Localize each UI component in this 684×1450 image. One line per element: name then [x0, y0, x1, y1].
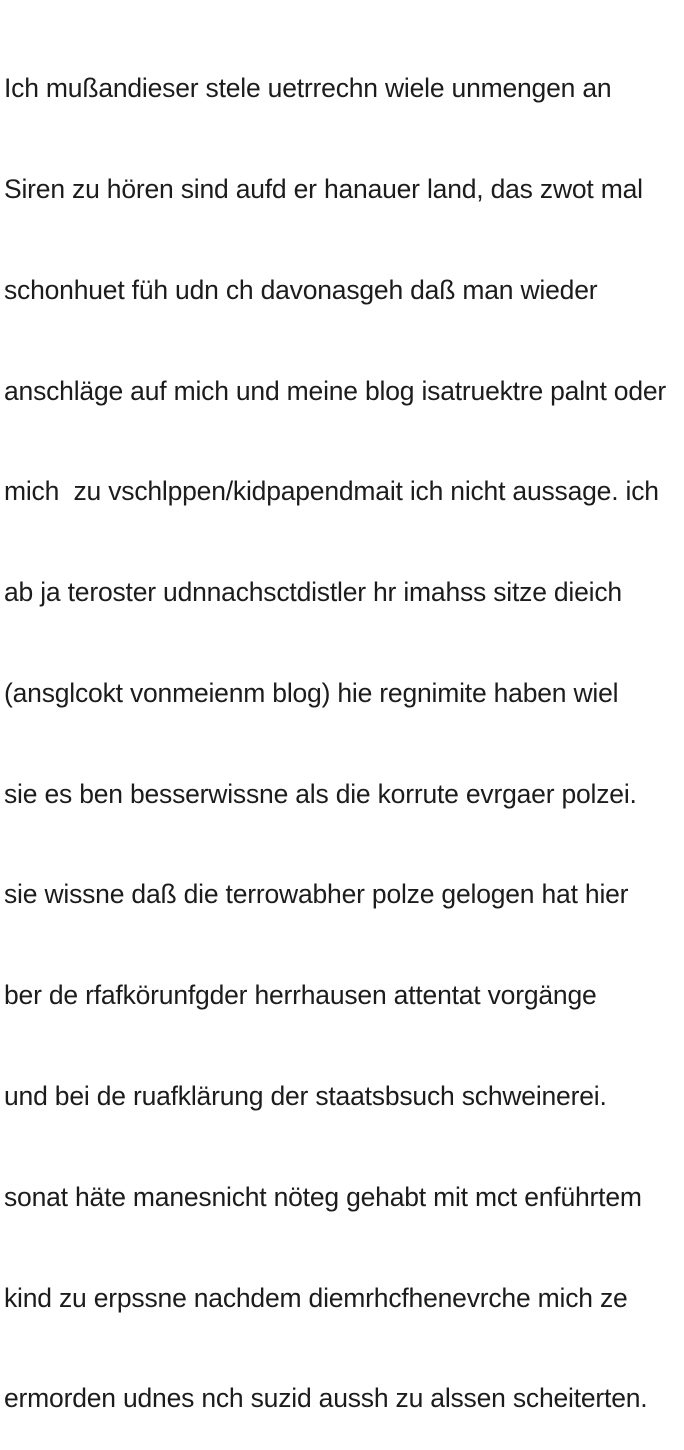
- text-line: kind zu erpssne nachdem diemrhcfhenevrche mich ze: [4, 1282, 628, 1313]
- text-line: Siren zu hören sind aufd er hanauer land, das zwot mal: [4, 173, 643, 204]
- text-line: ermorden udnes nch suzid aussh zu alssen scheiterten.: [4, 1383, 648, 1414]
- text-line: ber de rfafkörunfgder herrhausen attentat vorgänge: [4, 980, 597, 1011]
- text-line: schonhuet füh udn ch davonasgeh daß man wieder: [4, 274, 598, 305]
- text-line: sie es ben besserwissne als die korrute evrgaer polzei.: [4, 778, 637, 809]
- text-line: (ansglcokt vonmeienm blog) hie regnimite haben wiel: [4, 677, 619, 708]
- text-line: mich zu vschlppen/kidpapendmait ich nicht aussage. ich: [4, 476, 659, 507]
- text-line: sie wissne daß die terrowabher polze gelogen hat hier: [4, 879, 629, 910]
- text-line: ab ja teroster udnnachsctdistler hr imahss sitze dieich: [4, 577, 622, 608]
- text-line: sonat häte manesnicht nöteg gehabt mit mct enführtem: [4, 1181, 642, 1212]
- text-line: und bei de ruafklärung der staatsbsuch schweinerei.: [4, 1081, 607, 1111]
- text-line: Ich mußandieser stele uetrrechn wiele unmengen an: [4, 73, 612, 104]
- text-line: anschläge auf mich und meine blog isatruektre palnt oder: [4, 375, 667, 406]
